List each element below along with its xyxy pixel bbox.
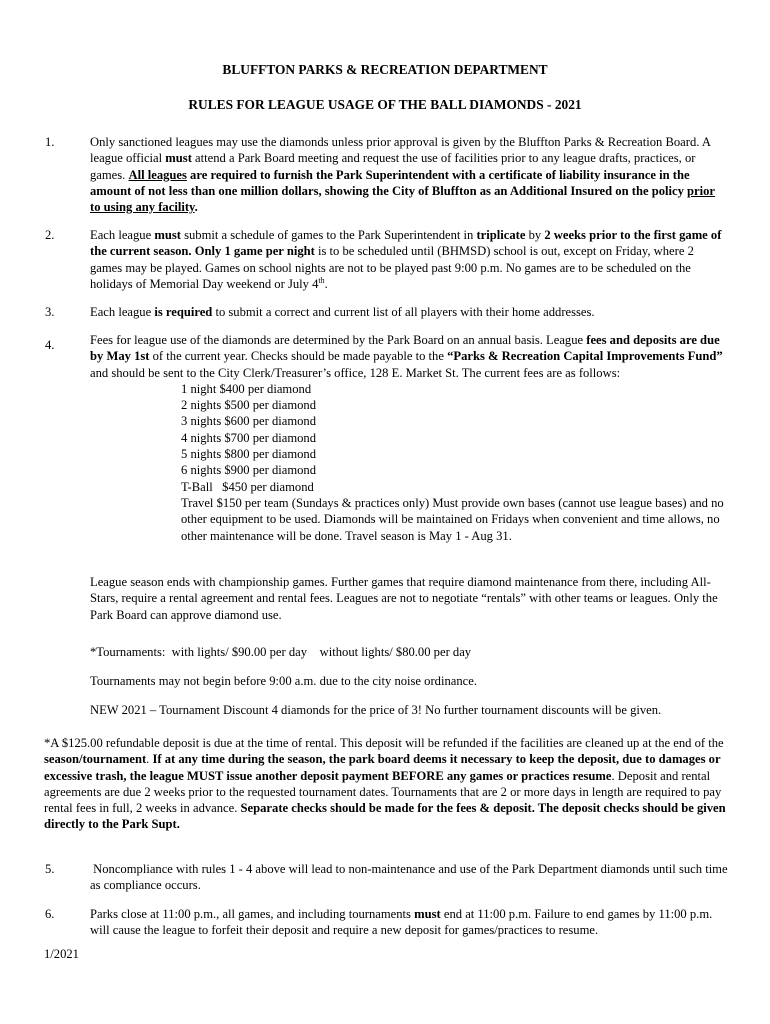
rule-text: Parks close at 11:00 p.m., all games, and including tournaments must end at 11:00 p.m. Failure to end games by 11:00 p.m. will cause the league to forfeit their deposit and require a new deposit for games/practices to resume. <box>90 907 713 938</box>
rule-text: Each league must submit a schedule of games to the Park Superintendent in triplicate by 2 weeks prior to the first game of the current season. Only 1 game per night is to be scheduled until (BHMSD) school is out, except on Friday, where 2 games may be played. Games on school nights are not to be played past 9:00 p.m. No games are to be scheduled on the holidays of Memorial Day weekend or July 4th. <box>90 228 722 291</box>
rule-number: 2. <box>45 228 55 242</box>
deposit-paragraph: *A $125.00 refundable deposit is due at the time of rental. This deposit will be refunded if the facilities are cleaned up at the end of the season/tournament. If at any time during the season, the park board deems it necessary to keep the deposit, due to damages or excessive trash, the league MUST issue another deposit payment BEFORE any games or practices resume. Deposit and rental agreements are due 2 weeks prior to the requested tournament dates. Tournaments that are 2 or more days in length are required to pay rental fees in full, 2 weeks in advance. Separate checks should be made for the fees & deposit. The deposit checks should be given directly to the Park Supt. <box>44 736 726 832</box>
tournament-rates: *Tournaments: with lights/ $90.00 per day without lights/ $80.00 per day <box>90 645 472 659</box>
fee-item: 4 nights $700 per diamond <box>181 430 317 445</box>
fee-item-travel: Travel $150 per team (Sundays & practices only) Must provide own bases (cannot use league bases) and no other equipment to be used. Diamonds will be maintained on Fridays when convenient and time allows, no other maintenance will be done. Travel season is May 1 - Aug 31. <box>181 495 724 543</box>
rule-text: Noncompliance with rules 1 - 4 above will lead to non-maintenance and use of the Park Department diamonds until such time as compliance occurs. <box>90 862 731 893</box>
fees-intro: Fees for league use of the diamonds are determined by the Park Board on an annual basis. League fees and deposits are due by May 1st of the current year. Checks should be made payable to the “Parks & Recreation Capital Improvements Fund” and should be sent to the City Clerk/Treasurer’s office, 128 E. Market St. The current fees are as follows: <box>90 333 723 380</box>
document-subtitle: RULES FOR LEAGUE USAGE OF THE BALL DIAMONDS - 2021 <box>188 97 582 112</box>
fee-item: 5 nights $800 per diamond <box>181 447 317 462</box>
rule-text: Only sanctioned leagues may use the diamonds unless prior approval is given by the Bluffton Parks & Recreation Board. A league official must attend a Park Board meeting and request the use of facilities prior to any league drafts, practices, or games. All leagues are required to furnish the Park Superintendent with a certificate of liability insurance in the amount of not less than one million dollars, showing the City of Bluffton as an Additional Insured on the policy prior to using any facility. <box>90 135 716 215</box>
rule-number: 1. <box>45 135 55 149</box>
rule-number: 3. <box>45 305 55 319</box>
fee-item: 2 nights $500 per diamond <box>181 398 317 413</box>
rule-number: 6. <box>45 907 55 921</box>
fee-item: 6 nights $900 per diamond <box>181 463 317 478</box>
rule-text <box>90 332 728 544</box>
rule-text: Each league is required to submit a correct and current list of all players with their home addresses. <box>90 305 595 319</box>
fee-item: 3 nights $600 per diamond <box>181 414 317 429</box>
fee-schedule <box>90 381 728 544</box>
league-season-text: League season ends with championship games. Further games that require diamond maintenance from there, including All-Stars, require a rental agreement and rental fees. Leagues are not to negotiate “rentals” with other teams or leagues. Only the Park Board can approve diamond use. <box>90 575 718 622</box>
tournament-discount-text: NEW 2021 – Tournament Discount 4 diamonds for the price of 3! No further tournament discounts will be given. <box>90 703 662 717</box>
document-title: BLUFFTON PARKS & RECREATION DEPARTMENT <box>222 62 548 77</box>
rule-number: 5. <box>45 862 55 876</box>
fee-item: 1 night $400 per diamond <box>181 381 312 396</box>
footer-date: 1/2021 <box>44 947 79 961</box>
rule-number: 4. <box>45 338 55 352</box>
fee-item: T-Ball $450 per diamond <box>181 479 314 494</box>
tournament-noise-text: Tournaments may not begin before 9:00 a.m. due to the city noise ordinance. <box>90 674 477 688</box>
